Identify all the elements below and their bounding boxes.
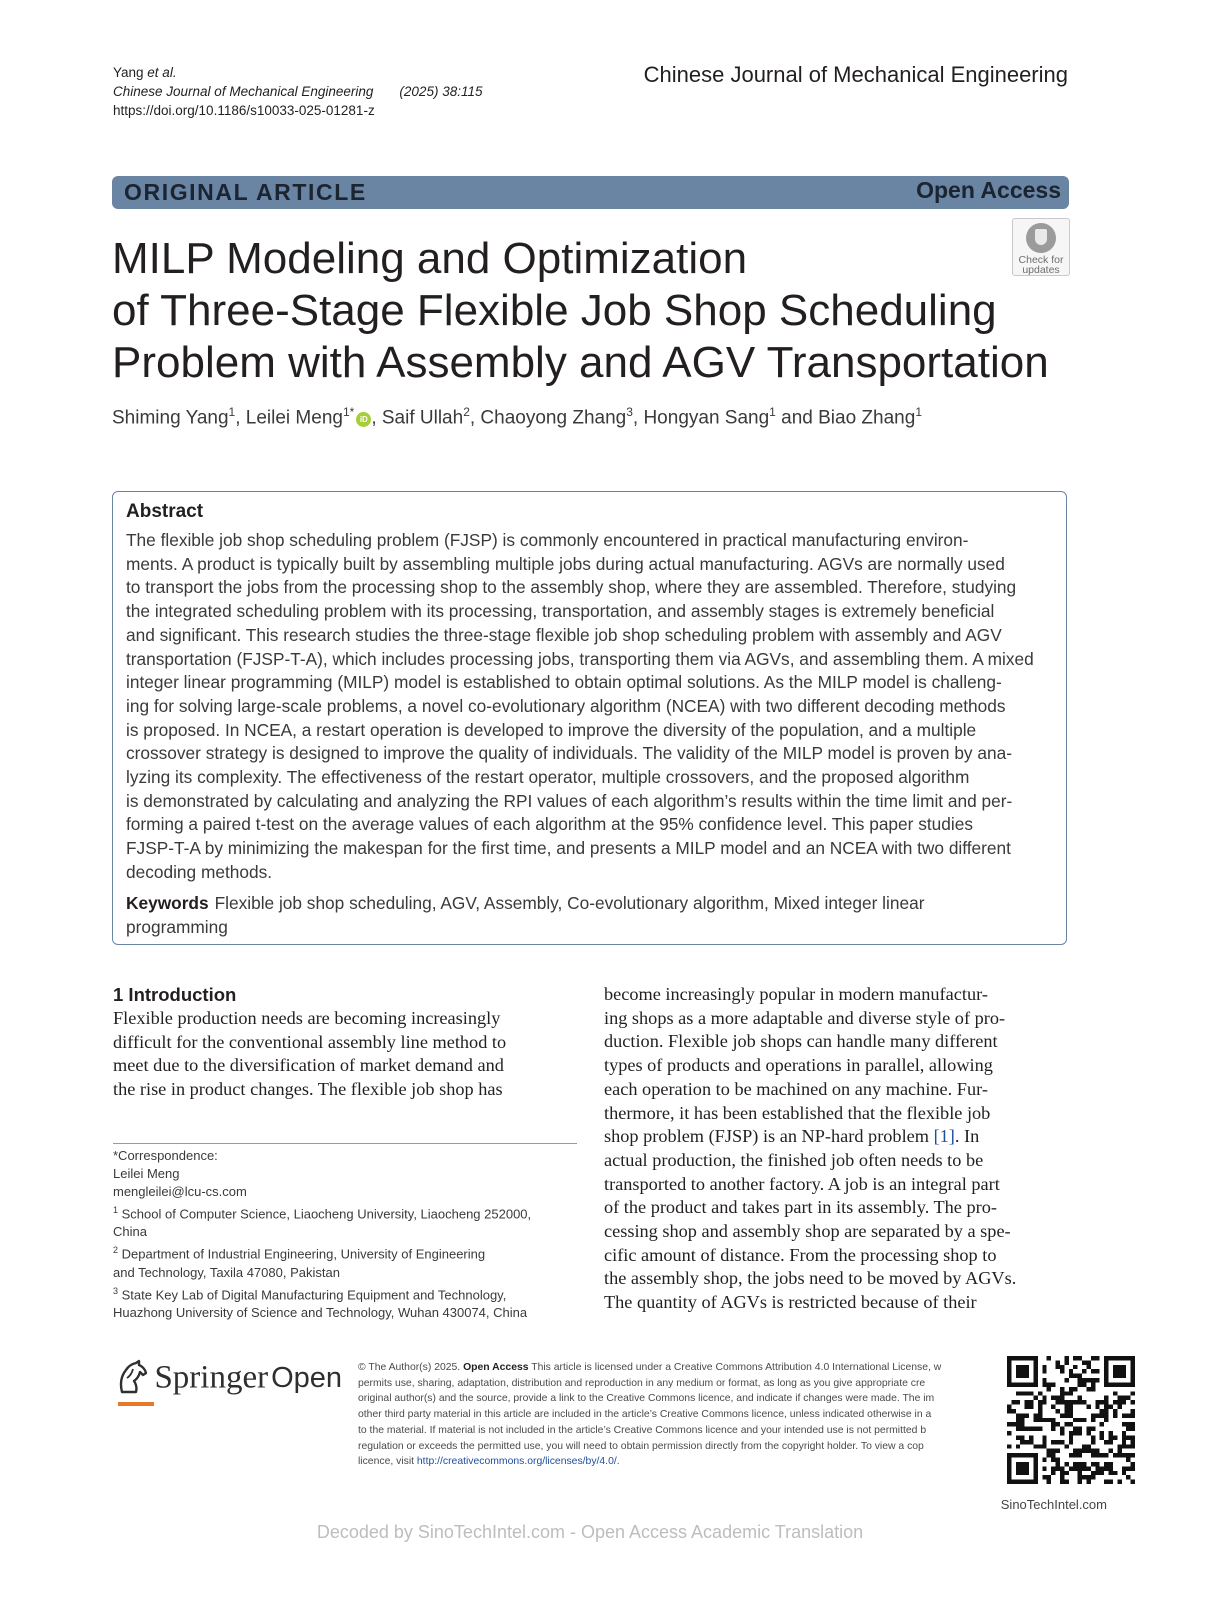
author-name[interactable]: , Hongyan Sang [632,407,770,429]
intro-right-column [604,983,1069,1315]
affiliation-2: $^2$ Department of Industrial Engineering, University of Engineering [113,1245,486,1262]
journal-name: Chinese Journal of Mechanical Engineering [643,62,1068,87]
qr-code-icon[interactable] [1007,1356,1135,1484]
abstract-line: ments. A product is typically built by assembling multiple jobs during actual manufacturing. AGVs are normally used [126,553,1005,574]
body-line: each operation to be machined on any machine. Fur- [604,1078,988,1099]
springer-horse-icon [112,1358,150,1398]
body-line: shop problem (FJSP) is an NP-hard problem [1]. In [604,1126,980,1147]
body-line: the rise in product changes. The flexible job shop has [113,1079,503,1100]
keywords-text: programming [126,916,228,937]
abstract-heading: Abstract [126,501,204,522]
correspondence-email[interactable]: mengleilei@lcu-cs.com [113,1184,247,1199]
brand-open: Open [271,1361,343,1394]
author-name[interactable]: Shiming Yang [112,407,229,429]
header-author: Yang [113,65,144,80]
license-link[interactable]: http://creativecommons.org/licenses/by/4.0/ [416,1456,617,1468]
body-line: cessing shop and assembly shop are separated by a spe- [604,1221,1011,1242]
affiliation-2-cont: and Technology, Taxila 47080, Pakistan [113,1264,340,1280]
author-name[interactable]: , Chaoyong Zhang [469,407,627,429]
abstract-line: to transport the jobs from the processing shop to the assembly shop, where they are assembled. Therefore, studying [126,577,1017,598]
abstract-line: transportation (FJSP-T-A), which includes processing jobs, transporting them via AGVs, and assembling them. A mixed [126,648,1034,669]
keywords-text: Flexible job shop scheduling, AGV, Assembly, Co-evolutionary algorithm, Mixed integer linear [214,893,925,913]
abstract-line: and significant. This research studies the three-stage flexible job shop scheduling problem with assembly and AGV [126,624,1002,645]
orcid-icon[interactable]: iD [356,412,371,427]
author-list: Shiming Yang$^1$, Leilei Meng$^{1*}$iD , Saif Ullah$^2$, Chaoyong Zhang$^3$, Hongyan Sang$^1$ and Biao Zhang$^1$ [112,405,922,429]
article-type-banner [112,176,1069,209]
abstract-line: FJSP-T-A by minimizing the makespan for the first time, and presents a MILP model and an NCEA with two different [126,838,1011,859]
brand-accent-bar [118,1402,154,1406]
body-line: ing shops as a more adaptable and diverse style of pro- [604,1007,1006,1028]
title-line: MILP Modeling and Optimization [112,234,748,283]
article-type: ORIGINAL ARTICLE [124,179,367,205]
body-line: meet due to the diversification of market demand and [113,1055,504,1076]
affiliation-3: $^3$ State Key Lab of Digital Manufacturing Equipment and Technology, [113,1285,507,1302]
site-watermark[interactable]: SinoTechIntel.com [1000,1497,1107,1512]
title-line: Problem with Assembly and AGV Transportation [112,338,1049,387]
license-text: © The Author(s) 2025. Open Access This article is licensed under a Creative Commons Attribution 4.0 International License, w permits use, sharing, adaptation, distribution and reproduction in any medium or format, as long as you give appropriate cre original author(s) and the source, provide a link to the Creative Commons licence, and indicate if changes were made. The im other third party material in this article are included in the article’s Creative Commons licence, unless indicated otherwise in a to the material. If material is not included in the article’s Creative Commons licence and your intended use is not permitted b regulation or exceeds the permitted use, you will need to obtain permission directly from the copyright holder. To view a cop licence, visit http://creativecommons.org/licenses/by/4.0/. [358,1362,942,1468]
article-title [112,233,1072,389]
author-name[interactable]: , Saif Ullah [371,407,464,429]
affiliation-3-cont: Huazhong University of Science and Technology, Wuhan 430074, China [113,1304,528,1320]
body-line: become increasingly popular in modern manufactur- [604,984,988,1004]
author-name[interactable]: and Biao Zhang [775,407,916,429]
abstract-line: integer linear programming (MILP) model is established to obtain optimal solutions. As the MILP model is challeng- [126,672,1002,693]
check-for-updates-label: Check for updates [1018,254,1064,276]
footnote-divider [113,1143,577,1144]
abstract-line: The flexible job shop scheduling problem (FJSP) is commonly encountered in practical manufacturing environ- [126,530,969,550]
header-journal: Chinese Journal of Mechanical Engineering [113,84,374,99]
abstract-line: lyzing its complexity. The effectiveness of the restart operator, multiple crossovers, and the proposed algorithm [126,767,970,788]
correspondence-name: Leilei Meng [113,1166,180,1181]
correspondence-label: *Correspondence: [113,1148,218,1163]
title-line: of Three-Stage Flexible Job Shop Scheduling [112,286,997,335]
abstract-line: ing for solving large-scale problems, a novel co-evolutionary algorithm (NCEA) with two different decoding methods [126,695,1006,716]
abstract-line: forming a paired t-test on the average values of each algorithm at the 95% confidence level. This paper studies [126,814,973,835]
footnotes [113,1147,553,1322]
abstract-line: is proposed. In NCEA, a restart operation is developed to improve the diversity of the population, and a multiple [126,719,977,740]
keywords [126,892,1026,939]
body-line: of the product and takes part in its assembly. The pro- [604,1197,997,1218]
affiliation-1: $^1$ School of Computer Science, Liaocheng University, Liaocheng 252000, [113,1205,532,1222]
abstract-line: crossover strategy is designed to improve the quality of individuals. The validity of the MILP model is proven by ana- [126,743,1012,764]
header-year-volume: (2025) 38:115 [399,84,483,99]
body-line: thermore, it has been established that the flexible job [604,1102,991,1123]
header-et-al: et al. [147,65,177,80]
abstract-box [112,491,1067,945]
body-line: Flexible production needs are becoming increasingly [113,1008,501,1028]
header-doi-link[interactable]: https://doi.org/10.1186/s10033-025-01281-z [113,103,375,118]
abstract-line: is demonstrated by calculating and analyzing the RPI values of each algorithm’s results within the time limit and per- [126,790,1013,811]
citation-link[interactable]: [1] [933,1126,955,1147]
brand-springer: Springer [154,1359,269,1396]
author-name[interactable]: , Leilei Meng [235,407,343,429]
body-line: transported to another factory. A job is an integral part [604,1173,1000,1194]
body-line: The quantity of AGVs is restricted because of their [604,1292,977,1313]
abstract-line: the integrated scheduling problem with its processing, transportation, and assembly stages is extremely beneficial [126,601,995,622]
springer-open-logo[interactable] [112,1358,342,1404]
abstract-line: decoding methods. [126,861,273,882]
section-heading: 1 Introduction [113,984,237,1005]
body-line: difficult for the conventional assembly line method to [113,1031,507,1052]
affiliation-1-cont: China [113,1224,147,1240]
abstract-text [126,529,1053,885]
body-line: the assembly shop, the jobs need to be moved by AGVs. [604,1268,1017,1289]
body-line: types of products and operations in parallel, allowing [604,1055,993,1076]
intro-left-column [113,1007,577,1102]
body-line: actual production, the finished job often needs to be [604,1149,984,1170]
translation-watermark: Decoded by SinoTechIntel.com - Open Access Academic Translation [316,1522,864,1542]
open-access-label: Open Access [916,177,1061,203]
running-header [113,63,483,120]
body-line: duction. Flexible job shops can handle many different [604,1031,998,1052]
body-line: cific amount of distance. From the processing shop to [604,1244,997,1265]
keywords-label: Keywords [126,893,209,913]
